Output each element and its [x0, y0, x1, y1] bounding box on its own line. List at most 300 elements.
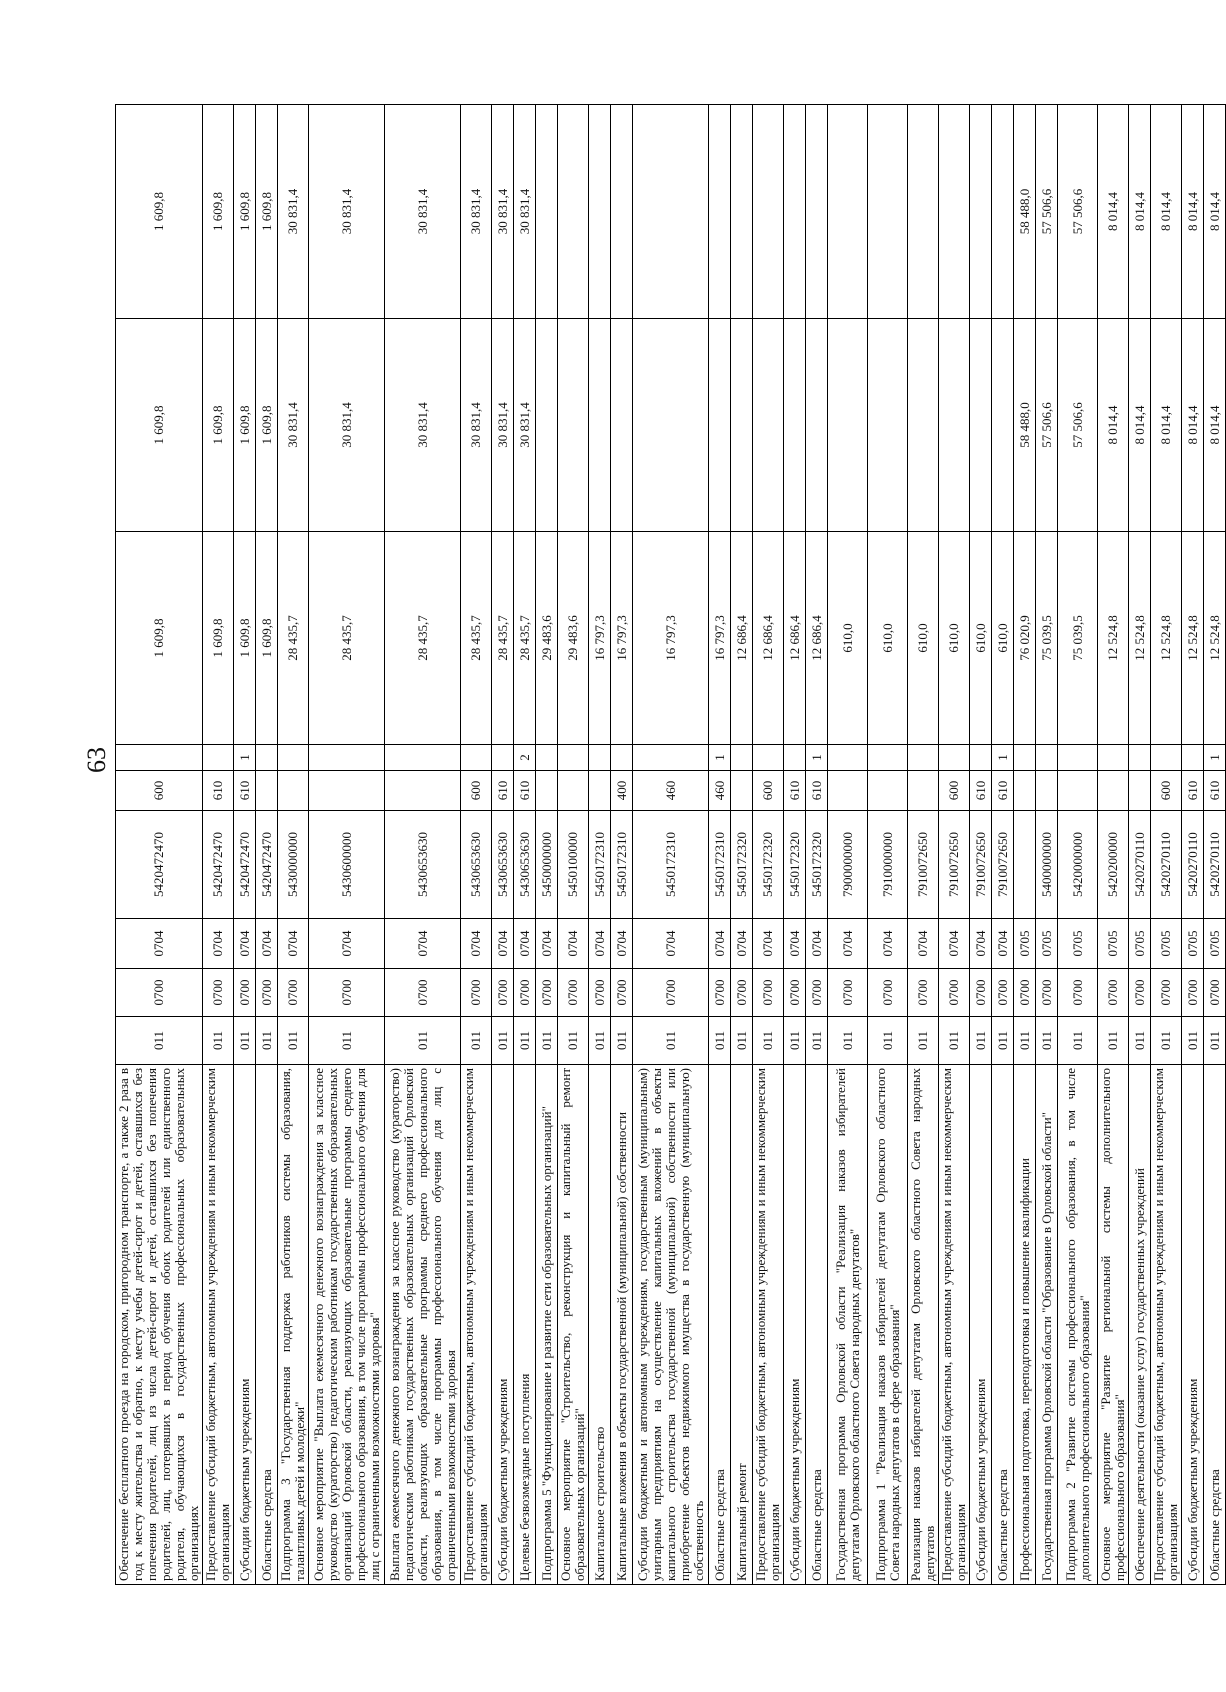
pr-code: 0704: [589, 919, 611, 969]
source-code: 1: [234, 745, 256, 771]
rz-code: 0700: [709, 969, 731, 1017]
csr-code: 5430000000: [278, 811, 309, 919]
csr-code: 5420270110: [1129, 811, 1151, 919]
vr-code: 610: [806, 771, 828, 811]
csr-code: [1014, 811, 1036, 919]
rz-code: 0700: [1058, 969, 1098, 1017]
source-code: [753, 745, 784, 771]
value-2023: [731, 105, 753, 319]
source-code: [1098, 745, 1129, 771]
table-row: [1204, 105, 1226, 1585]
pr-code: 0704: [203, 919, 234, 969]
source-code: [1182, 745, 1204, 771]
gr-code: 011: [1014, 1017, 1036, 1065]
value-2022: [908, 319, 939, 532]
value-2023: [536, 105, 558, 319]
rotated-page: [115, 105, 1222, 1585]
gr-code: 011: [828, 1017, 868, 1065]
vr-code: 610: [203, 771, 234, 811]
rz-code: 0700: [203, 969, 234, 1017]
pr-code: 0705: [1129, 919, 1151, 969]
value-2023: [939, 105, 970, 319]
csr-code: 5450000000: [536, 811, 558, 919]
source-code: [278, 745, 309, 771]
value-2023: [753, 105, 784, 319]
value-2021: 610,0: [992, 532, 1014, 745]
csr-code: 5420270110: [1182, 811, 1204, 919]
pr-code: 0705: [1182, 919, 1204, 969]
gr-code: 011: [256, 1017, 278, 1065]
vr-code: 400: [611, 771, 633, 811]
source-code: [492, 745, 514, 771]
gr-code: 011: [558, 1017, 589, 1065]
value-2022: [939, 319, 970, 532]
value-2021: 28 435,7: [309, 532, 385, 745]
table-row: [992, 105, 1014, 1585]
table-row: [309, 105, 385, 1585]
value-2021: 16 797,3: [611, 532, 633, 745]
rz-code: 0700: [116, 969, 203, 1017]
vr-code: 610: [784, 771, 806, 811]
value-2023: 30 831,4: [461, 105, 492, 319]
row-name: Подпрограмма 5 "Функционирование и развитие сети образовательных организаций": [536, 1065, 558, 1585]
csr-code: 7910072650: [908, 811, 939, 919]
csr-code: 5450172320: [753, 811, 784, 919]
value-2022: [784, 319, 806, 532]
csr-code: 5420270110: [1204, 811, 1226, 919]
csr-code: 5420200000: [1098, 811, 1129, 919]
row-name: Предоставление субсидий бюджетным, автономным учреждениям и иным некоммерческим организациям: [461, 1065, 492, 1585]
table-row: [908, 105, 939, 1585]
value-2021: 12 686,4: [731, 532, 753, 745]
value-2021: 1 609,8: [203, 532, 234, 745]
csr-code: 5420472470: [116, 811, 203, 919]
gr-code: 011: [116, 1017, 203, 1065]
gr-code: 011: [461, 1017, 492, 1065]
value-2021: 610,0: [970, 532, 992, 745]
vr-code: [256, 771, 278, 811]
csr-code: 7900000000: [828, 811, 868, 919]
row-name: Субсидии бюджетным учреждениям: [234, 1065, 256, 1585]
gr-code: 011: [492, 1017, 514, 1065]
vr-code: 610: [1204, 771, 1226, 811]
vr-code: [278, 771, 309, 811]
row-name: Подпрограмма 2 "Развитие системы профессионального образования, в том числе дополнительного профессионального образования": [1058, 1065, 1098, 1585]
page-number: 63: [82, 747, 111, 773]
source-code: [828, 745, 868, 771]
value-2022: 8 014,4: [1182, 319, 1204, 532]
pr-code: 0704: [992, 919, 1014, 969]
gr-code: 011: [1098, 1017, 1129, 1065]
row-name: Реализация наказов избирателей депутатам Орловского областного Совета народных депутатов: [908, 1065, 939, 1585]
pr-code: 0704: [970, 919, 992, 969]
value-2022: 1 609,8: [256, 319, 278, 532]
pr-code: 0704: [753, 919, 784, 969]
value-2021: 75 039,5: [1036, 532, 1058, 745]
csr-code: 5430600000: [309, 811, 385, 919]
rz-code: 0700: [828, 969, 868, 1017]
table-row: [753, 105, 784, 1585]
csr-code: 5430653630: [492, 811, 514, 919]
row-name: Областные средства: [992, 1065, 1014, 1585]
pr-code: 0704: [461, 919, 492, 969]
value-2021: 16 797,3: [709, 532, 731, 745]
vr-code: 610: [970, 771, 992, 811]
value-2021: 28 435,7: [385, 532, 461, 745]
table-row: [806, 105, 828, 1585]
value-2022: [806, 319, 828, 532]
value-2023: 8 014,4: [1129, 105, 1151, 319]
value-2021: 29 483,6: [536, 532, 558, 745]
value-2022: 8 014,4: [1098, 319, 1129, 532]
source-code: [256, 745, 278, 771]
table-row: [514, 105, 536, 1585]
pr-code: 0704: [385, 919, 461, 969]
row-name: Государственная программа Орловской области "Образование в Орловской области": [1036, 1065, 1058, 1585]
value-2023: 57 506,6: [1058, 105, 1098, 319]
gr-code: 011: [939, 1017, 970, 1065]
csr-code: 5450172310: [709, 811, 731, 919]
gr-code: 011: [1036, 1017, 1058, 1065]
table-row: [731, 105, 753, 1585]
value-2022: 30 831,4: [492, 319, 514, 532]
vr-code: 600: [1151, 771, 1182, 811]
rz-code: 0700: [514, 969, 536, 1017]
source-code: [558, 745, 589, 771]
vr-code: [558, 771, 589, 811]
value-2023: [589, 105, 611, 319]
value-2023: 1 609,8: [116, 105, 203, 319]
csr-code: 5450172320: [731, 811, 753, 919]
value-2023: 1 609,8: [203, 105, 234, 319]
table-row: [492, 105, 514, 1585]
table-row: [385, 105, 461, 1585]
row-name: Областные средства: [709, 1065, 731, 1585]
value-2022: 8 014,4: [1129, 319, 1151, 532]
table-row: [1098, 105, 1129, 1585]
pr-code: 0704: [939, 919, 970, 969]
row-name: Профессиональная подготовка, переподготовка и повышение квалификации: [1014, 1065, 1036, 1585]
vr-code: 610: [234, 771, 256, 811]
pr-code: 0704: [536, 919, 558, 969]
vr-code: 610: [992, 771, 1014, 811]
value-2021: 12 524,8: [1182, 532, 1204, 745]
value-2023: 8 014,4: [1151, 105, 1182, 319]
value-2023: 8 014,4: [1204, 105, 1226, 319]
rz-code: 0700: [731, 969, 753, 1017]
vr-code: 610: [514, 771, 536, 811]
row-name: Субсидии бюджетным и автономным учреждениям, государственным (муниципальным) унитарным предприятиям на осуществление капитальных вложений в объекты капитального строительства государственной (муниципальной) собственности или приобретение объектов недвижимого имущества в государственную (муниципальную) собственность: [633, 1065, 709, 1585]
table-row: [633, 105, 709, 1585]
value-2023: [633, 105, 709, 319]
csr-code: 5450172310: [589, 811, 611, 919]
source-code: [1151, 745, 1182, 771]
csr-code: 7910072650: [970, 811, 992, 919]
rz-code: 0700: [908, 969, 939, 1017]
value-2022: [753, 319, 784, 532]
value-2021: 28 435,7: [514, 532, 536, 745]
value-2022: [589, 319, 611, 532]
gr-code: 011: [1151, 1017, 1182, 1065]
table-row: [203, 105, 234, 1585]
csr-code: 5430653630: [385, 811, 461, 919]
rz-code: 0700: [868, 969, 908, 1017]
value-2021: 12 686,4: [753, 532, 784, 745]
rz-code: 0700: [1036, 969, 1058, 1017]
vr-code: [731, 771, 753, 811]
vr-code: 610: [492, 771, 514, 811]
value-2021: 28 435,7: [461, 532, 492, 745]
rz-code: 0700: [278, 969, 309, 1017]
vr-code: 600: [116, 771, 203, 811]
pr-code: 0704: [256, 919, 278, 969]
row-name: Государственная программа Орловской области "Реализация наказов избирателей депутатам Орловского областного Совета народных депутатов": [828, 1065, 868, 1585]
value-2022: [536, 319, 558, 532]
gr-code: 011: [589, 1017, 611, 1065]
value-2023: [611, 105, 633, 319]
value-2023: [806, 105, 828, 319]
vr-code: [908, 771, 939, 811]
rz-code: 0700: [256, 969, 278, 1017]
rz-code: 0700: [611, 969, 633, 1017]
table-row: [536, 105, 558, 1585]
rz-code: 0700: [753, 969, 784, 1017]
gr-code: 011: [868, 1017, 908, 1065]
table-row: [611, 105, 633, 1585]
pr-code: 0704: [828, 919, 868, 969]
rz-code: 0700: [1182, 969, 1204, 1017]
value-2022: 8 014,4: [1204, 319, 1226, 532]
pr-code: 0705: [1098, 919, 1129, 969]
table-row: [1058, 105, 1098, 1585]
value-2022: [558, 319, 589, 532]
csr-code: 7910000000: [868, 811, 908, 919]
source-code: 1: [992, 745, 1014, 771]
value-2021: 75 039,5: [1058, 532, 1098, 745]
value-2022: 1 609,8: [234, 319, 256, 532]
csr-code: 5430653630: [514, 811, 536, 919]
csr-code: 5450172320: [784, 811, 806, 919]
gr-code: 011: [309, 1017, 385, 1065]
pr-code: 0704: [633, 919, 709, 969]
value-2023: 30 831,4: [309, 105, 385, 319]
source-code: [611, 745, 633, 771]
value-2022: [709, 319, 731, 532]
source-code: [633, 745, 709, 771]
vr-code: 600: [753, 771, 784, 811]
value-2022: 57 506,6: [1036, 319, 1058, 532]
pr-code: 0704: [731, 919, 753, 969]
gr-code: 011: [992, 1017, 1014, 1065]
source-code: [309, 745, 385, 771]
source-code: [589, 745, 611, 771]
pr-code: 0704: [868, 919, 908, 969]
table-row: [461, 105, 492, 1585]
table-row: [784, 105, 806, 1585]
pr-code: 0705: [1036, 919, 1058, 969]
pr-code: 0704: [784, 919, 806, 969]
value-2021: 16 797,3: [633, 532, 709, 745]
pr-code: 0704: [309, 919, 385, 969]
rz-code: 0700: [1098, 969, 1129, 1017]
table-row: [1129, 105, 1151, 1585]
vr-code: [828, 771, 868, 811]
value-2023: [784, 105, 806, 319]
row-name: Обеспечение деятельности (оказание услуг) государственных учреждений: [1129, 1065, 1151, 1585]
value-2022: 30 831,4: [278, 319, 309, 532]
row-name: Подпрограмма 3 "Государственная поддержка работников системы образования, талантливых детей и молодежи": [278, 1065, 309, 1585]
value-2022: [992, 319, 1014, 532]
row-name: Субсидии бюджетным учреждениям: [492, 1065, 514, 1585]
value-2022: 57 506,6: [1058, 319, 1098, 532]
budget-table: [115, 104, 1226, 1585]
table-row: [234, 105, 256, 1585]
value-2023: [828, 105, 868, 319]
gr-code: 011: [385, 1017, 461, 1065]
pr-code: 0704: [514, 919, 536, 969]
gr-code: 011: [278, 1017, 309, 1065]
pr-code: 0705: [1151, 919, 1182, 969]
table-row: [278, 105, 309, 1585]
vr-code: 460: [709, 771, 731, 811]
rz-code: 0700: [536, 969, 558, 1017]
table-row: [1036, 105, 1058, 1585]
rz-code: 0700: [1151, 969, 1182, 1017]
rz-code: 0700: [1129, 969, 1151, 1017]
gr-code: 011: [1129, 1017, 1151, 1065]
csr-code: 5420472470: [234, 811, 256, 919]
csr-code: 5420270110: [1151, 811, 1182, 919]
value-2022: 30 831,4: [385, 319, 461, 532]
table-row: [828, 105, 868, 1585]
rz-code: 0700: [1204, 969, 1226, 1017]
value-2021: 28 435,7: [278, 532, 309, 745]
source-code: [868, 745, 908, 771]
csr-code: 5420472470: [203, 811, 234, 919]
gr-code: 011: [536, 1017, 558, 1065]
gr-code: 011: [1058, 1017, 1098, 1065]
table-row: [709, 105, 731, 1585]
gr-code: 011: [514, 1017, 536, 1065]
source-code: [731, 745, 753, 771]
table-row: [589, 105, 611, 1585]
gr-code: 011: [1204, 1017, 1226, 1065]
table-row: [558, 105, 589, 1585]
value-2021: 610,0: [828, 532, 868, 745]
value-2022: 1 609,8: [116, 319, 203, 532]
row-name: Капитальные вложения в объекты государственной (муниципальной) собственности: [611, 1065, 633, 1585]
vr-code: 460: [633, 771, 709, 811]
csr-code: 5420472470: [256, 811, 278, 919]
source-code: [461, 745, 492, 771]
pr-code: 0704: [558, 919, 589, 969]
gr-code: 011: [1182, 1017, 1204, 1065]
pr-code: 0705: [1058, 919, 1098, 969]
vr-code: 610: [1182, 771, 1204, 811]
value-2021: 12 524,8: [1098, 532, 1129, 745]
csr-code: 5450172310: [611, 811, 633, 919]
value-2021: 76 020,9: [1014, 532, 1036, 745]
vr-code: [868, 771, 908, 811]
row-name: Субсидии бюджетным учреждениям: [970, 1065, 992, 1585]
row-name: Подпрограмма 1 "Реализация наказов избирателей депутатам Орловского областного Совета народных депутатов в сфере образования": [868, 1065, 908, 1585]
row-name: Областные средства: [1204, 1065, 1226, 1585]
rz-code: 0700: [492, 969, 514, 1017]
value-2023: 30 831,4: [514, 105, 536, 319]
pr-code: 0704: [278, 919, 309, 969]
value-2022: [868, 319, 908, 532]
value-2023: 1 609,8: [234, 105, 256, 319]
rz-code: 0700: [784, 969, 806, 1017]
value-2022: [970, 319, 992, 532]
row-name: Областные средства: [806, 1065, 828, 1585]
value-2023: [558, 105, 589, 319]
row-name: Предоставление субсидий бюджетным, автономным учреждениям и иным некоммерческим организациям: [753, 1065, 784, 1585]
rz-code: 0700: [385, 969, 461, 1017]
value-2023: 58 488,0: [1014, 105, 1036, 319]
value-2022: [731, 319, 753, 532]
value-2022: 8 014,4: [1151, 319, 1182, 532]
csr-code: 7910072650: [939, 811, 970, 919]
pr-code: 0704: [234, 919, 256, 969]
value-2021: 28 435,7: [492, 532, 514, 745]
gr-code: 011: [234, 1017, 256, 1065]
source-code: [1129, 745, 1151, 771]
value-2021: 610,0: [908, 532, 939, 745]
value-2023: 30 831,4: [278, 105, 309, 319]
source-code: [203, 745, 234, 771]
table-row: [1182, 105, 1204, 1585]
gr-code: 011: [753, 1017, 784, 1065]
vr-code: [589, 771, 611, 811]
value-2023: 30 831,4: [492, 105, 514, 319]
rz-code: 0700: [589, 969, 611, 1017]
value-2022: [633, 319, 709, 532]
gr-code: 011: [970, 1017, 992, 1065]
vr-code: [385, 771, 461, 811]
source-code: [784, 745, 806, 771]
gr-code: 011: [806, 1017, 828, 1065]
value-2022: [828, 319, 868, 532]
vr-code: 600: [939, 771, 970, 811]
source-code: [1058, 745, 1098, 771]
source-code: [385, 745, 461, 771]
source-code: [1036, 745, 1058, 771]
value-2023: [992, 105, 1014, 319]
row-name: Основное мероприятие "Строительство, реконструкция и капитальный ремонт образовательных организаций": [558, 1065, 589, 1585]
row-name: Капитальное строительство: [589, 1065, 611, 1585]
gr-code: 011: [709, 1017, 731, 1065]
pr-code: 0704: [611, 919, 633, 969]
value-2023: 1 609,8: [256, 105, 278, 319]
source-code: [908, 745, 939, 771]
source-code: [970, 745, 992, 771]
row-name: Капитальный ремонт: [731, 1065, 753, 1585]
value-2022: 58 488,0: [1014, 319, 1036, 532]
rz-code: 0700: [806, 969, 828, 1017]
row-name: Областные средства: [256, 1065, 278, 1585]
rz-code: 0700: [633, 969, 709, 1017]
pr-code: 0704: [116, 919, 203, 969]
rz-code: 0700: [939, 969, 970, 1017]
table-row: [1151, 105, 1182, 1585]
row-name: Основное мероприятие "Развитие региональной системы дополнительного профессионального образования": [1098, 1065, 1129, 1585]
value-2021: 1 609,8: [116, 532, 203, 745]
value-2021: 29 483,6: [558, 532, 589, 745]
source-code: 1: [1204, 745, 1226, 771]
rz-code: 0700: [970, 969, 992, 1017]
table-row: [868, 105, 908, 1585]
